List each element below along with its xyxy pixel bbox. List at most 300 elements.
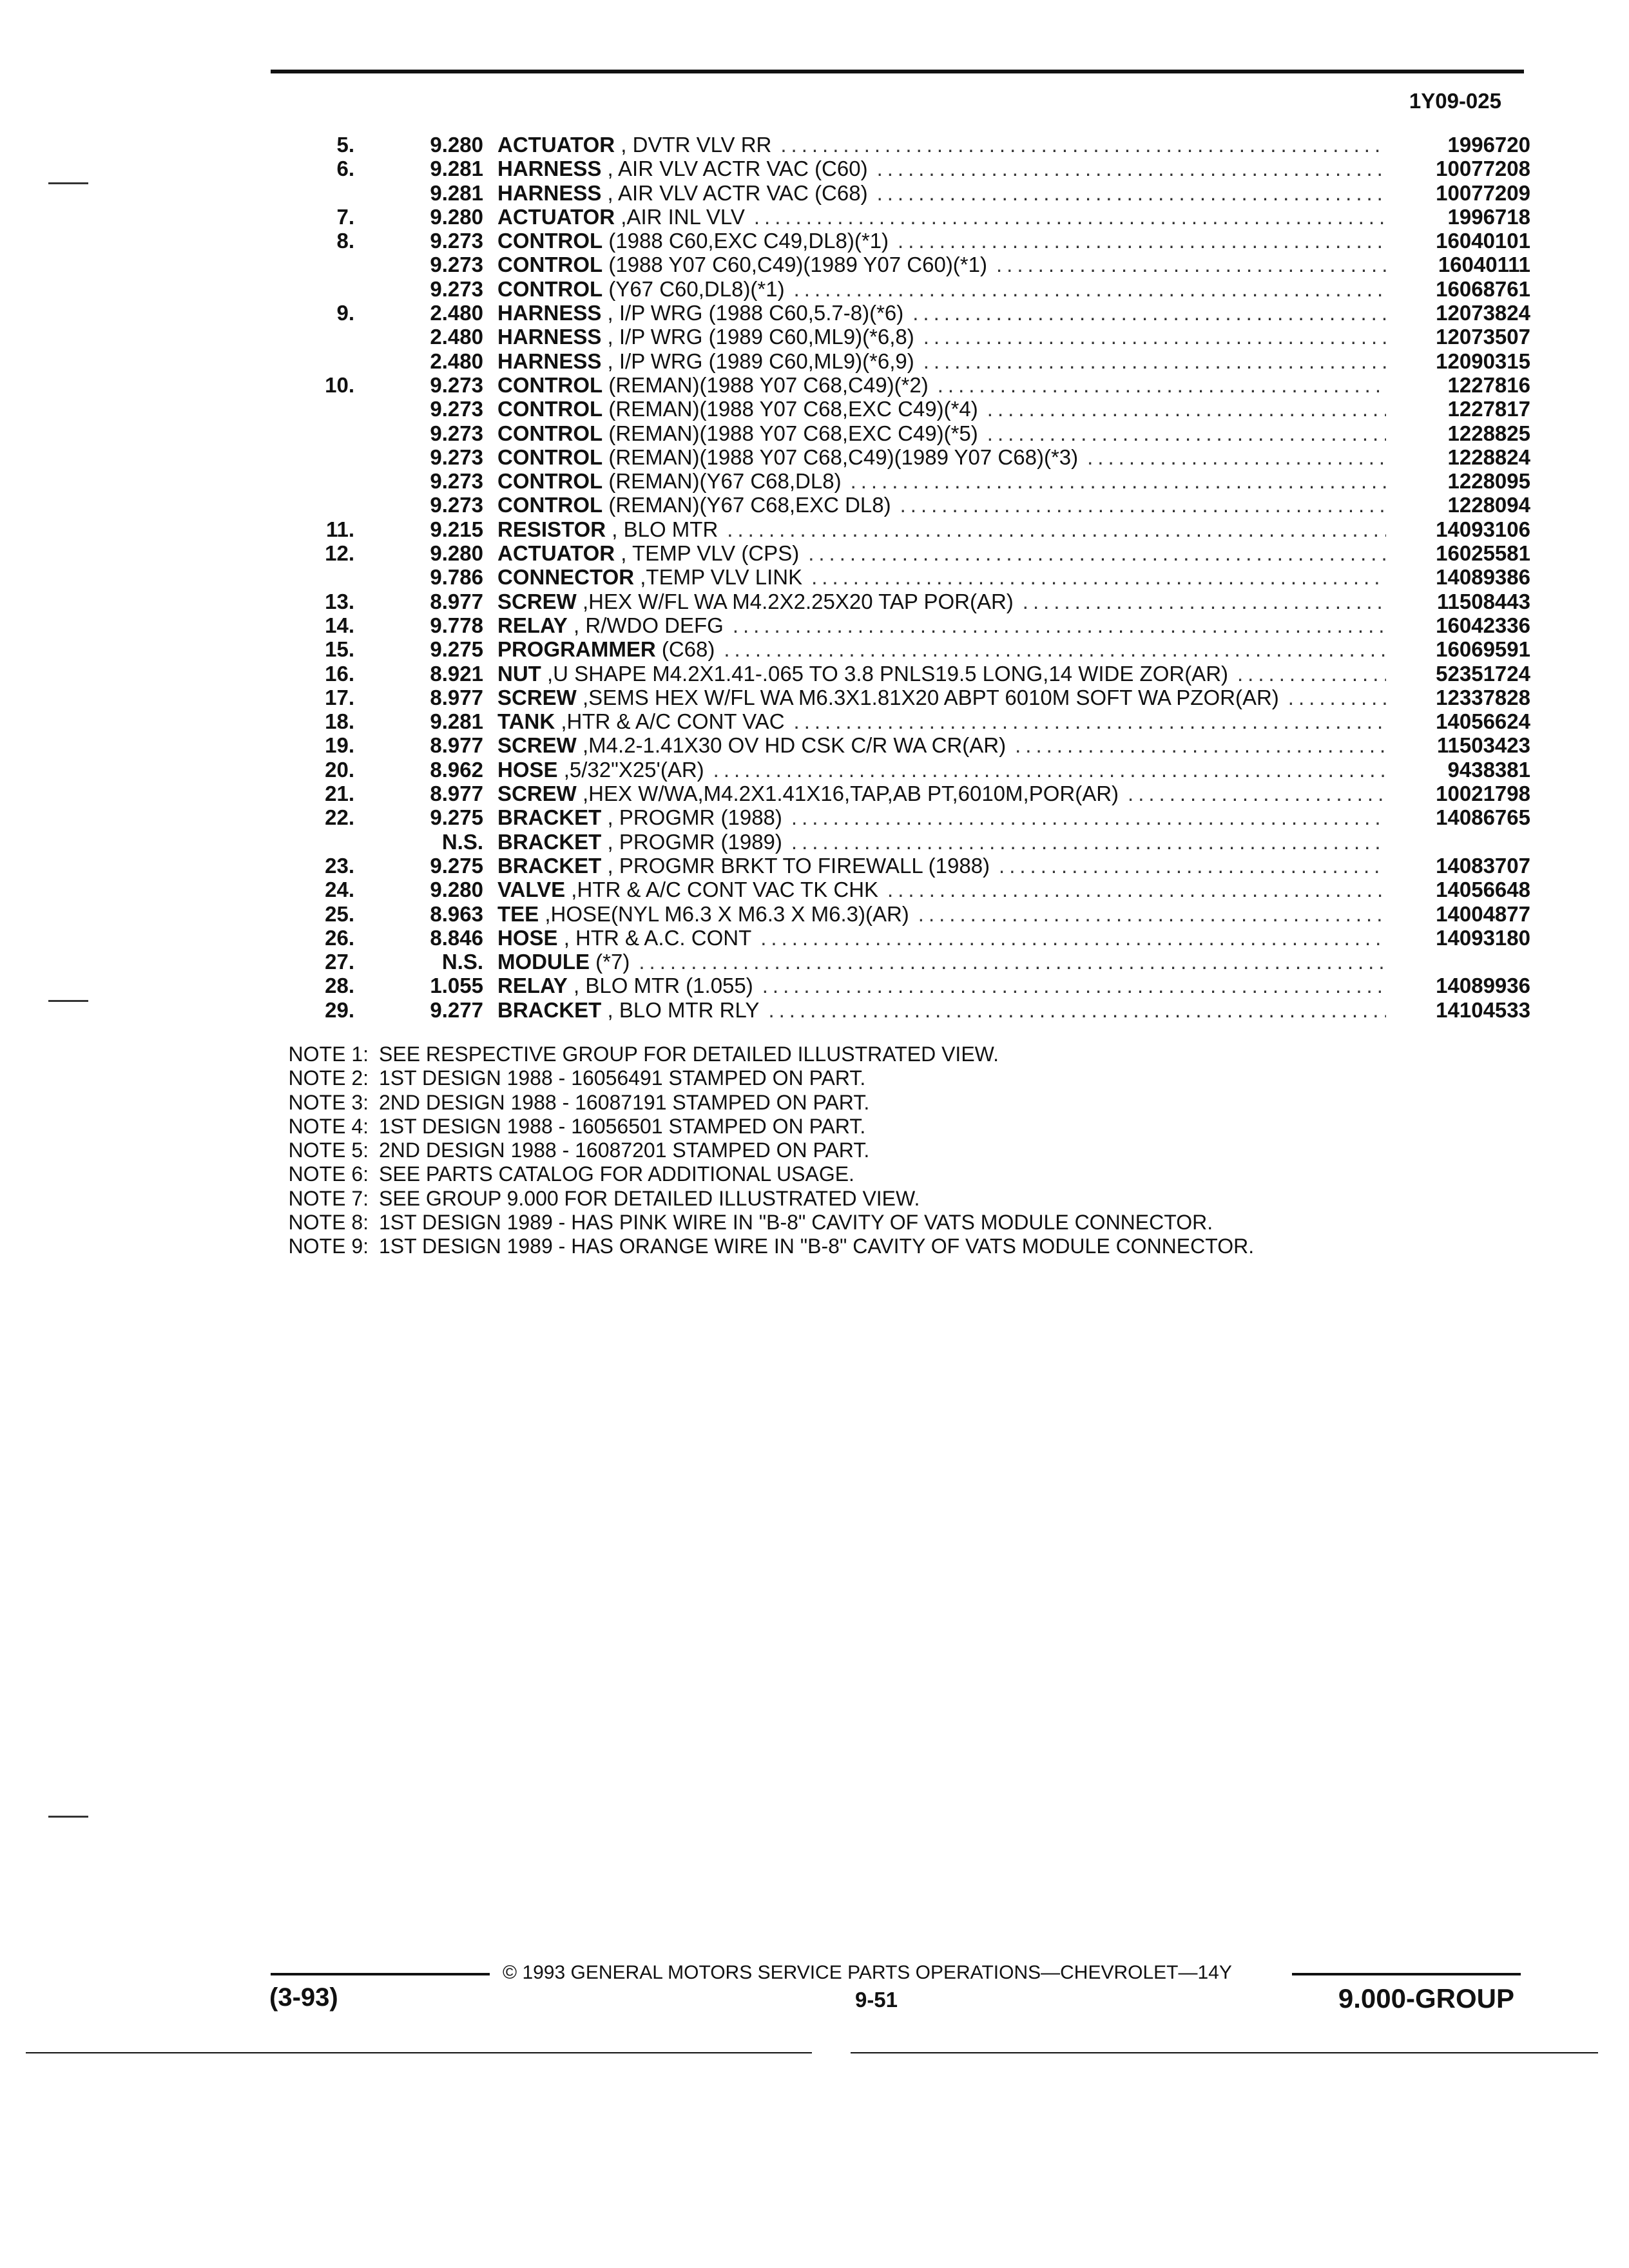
ref-number: 25. — [325, 901, 354, 926]
part-description — [483, 205, 1395, 229]
group-number: 8.962 — [430, 757, 483, 782]
part-number: 16042336 — [1436, 613, 1530, 637]
group-number: 8.846 — [430, 925, 483, 950]
part-detail: (REMAN)(1988 Y07 C68,C49)(1989 Y07 C68)(*3) — [608, 445, 1079, 469]
note-row — [272, 1235, 1432, 1258]
note-label: NOTE 3: — [288, 1090, 369, 1114]
note-label: NOTE 2: — [288, 1066, 369, 1090]
part-description — [483, 613, 1395, 637]
page-number: 9-51 — [854, 1988, 898, 2012]
ref-number: 24. — [325, 878, 354, 902]
parts-list — [274, 133, 1530, 1022]
note-text: SEE RESPECTIVE GROUP FOR DETAILED ILLUSTRATED VIEW. — [379, 1043, 999, 1066]
part-number: 16025581 — [1436, 541, 1530, 566]
part-name: CONTROL — [497, 469, 603, 494]
footer-rule-right — [1292, 1973, 1521, 1975]
part-row — [274, 205, 1530, 229]
part-row — [274, 373, 1530, 397]
part-detail: (1988 Y07 C60,C49)(1989 Y07 C60)(*1) — [608, 253, 987, 277]
note-text: 2ND DESIGN 1988 - 16087201 STAMPED ON PART. — [379, 1139, 870, 1162]
note-text: 1ST DESIGN 1988 - 16056491 STAMPED ON PART. — [379, 1066, 866, 1090]
part-description — [483, 974, 1395, 997]
leader-dots — [791, 830, 1386, 854]
group-number: 9.281 — [430, 180, 483, 205]
part-row — [274, 325, 1530, 349]
note-label: NOTE 4: — [288, 1114, 369, 1138]
part-number: 9438381 — [1447, 757, 1530, 782]
leader-dots — [900, 493, 1386, 517]
group-number: 9.273 — [430, 445, 483, 469]
copyright-text: © 1993 GENERAL MOTORS SERVICE PARTS OPERATIONS—CHEVROLET—14Y — [503, 1962, 1232, 1983]
part-row — [274, 782, 1530, 805]
part-number: 14086765 — [1436, 805, 1530, 830]
group-number: 8.977 — [430, 782, 483, 806]
part-number: 14089386 — [1436, 565, 1530, 590]
part-number: 12073824 — [1436, 301, 1530, 325]
part-description — [483, 733, 1395, 757]
part-description — [483, 926, 1395, 950]
note-row — [272, 1043, 1432, 1066]
ref-number: 17. — [325, 685, 354, 709]
part-row — [274, 421, 1530, 445]
part-row — [274, 517, 1530, 541]
note-label: NOTE 8: — [288, 1211, 369, 1235]
leader-dots — [1023, 590, 1386, 613]
part-description — [483, 325, 1395, 349]
part-number: 1227816 — [1447, 372, 1530, 397]
note-row — [272, 1115, 1432, 1139]
ref-number — [274, 325, 354, 349]
part-number: 1228825 — [1447, 421, 1530, 445]
part-number: 1228094 — [1447, 493, 1530, 517]
part-detail: , I/P WRG (1988 C60,5.7-8)(*6) — [607, 301, 904, 325]
part-detail: ,HEX W/FL WA M4.2X2.25X20 TAP POR(AR) — [583, 589, 1014, 613]
part-name: HARNESS — [497, 180, 602, 205]
group-number: 9.273 — [430, 229, 483, 253]
part-detail: (C68) — [661, 637, 715, 662]
part-detail: , DVTR VLV RR — [621, 133, 772, 157]
part-number: 52351724 — [1436, 661, 1530, 686]
ref-number: 26. — [325, 925, 354, 950]
part-detail: , AIR VLV ACTR VAC (C60) — [607, 157, 868, 181]
part-description — [483, 637, 1395, 661]
leader-dots — [760, 926, 1386, 950]
note-label: NOTE 5: — [288, 1139, 369, 1162]
part-detail: (*7) — [595, 950, 630, 974]
part-description — [483, 469, 1395, 493]
part-name: HARNESS — [497, 325, 602, 349]
part-row — [274, 686, 1530, 709]
group-number: 2.480 — [430, 349, 483, 373]
part-row — [274, 805, 1530, 829]
part-description — [483, 301, 1395, 325]
group-number: 9.273 — [430, 253, 483, 277]
part-name: HARNESS — [497, 349, 602, 373]
part-description — [483, 782, 1395, 805]
part-description — [483, 902, 1395, 926]
part-detail: (REMAN)(1988 Y07 C68,C49)(*2) — [608, 372, 929, 397]
part-detail: (Y67 C60,DL8)(*1) — [608, 276, 785, 301]
part-detail: ,SEMS HEX W/FL WA M6.3X1.81X20 ABPT 6010M SOFT WA PZOR(AR) — [583, 685, 1279, 709]
part-name: SCREW — [497, 733, 577, 758]
group-number: 8.921 — [430, 661, 483, 686]
part-row — [274, 301, 1530, 325]
margin-mark — [48, 1000, 88, 1002]
part-description — [483, 493, 1395, 517]
part-number — [1395, 950, 1530, 974]
part-row — [274, 758, 1530, 782]
part-detail: , PROGMR (1988) — [607, 805, 782, 830]
part-number: 10077209 — [1436, 180, 1530, 205]
part-name: SCREW — [497, 782, 577, 806]
part-name: CONNECTOR — [497, 565, 635, 590]
part-detail: , I/P WRG (1989 C60,ML9)(*6,8) — [607, 325, 914, 349]
group-number: 8.977 — [430, 589, 483, 613]
part-number: 16068761 — [1436, 276, 1530, 301]
ref-number: 6. — [336, 157, 354, 181]
part-description — [483, 805, 1395, 829]
part-detail: (REMAN)(Y67 C68,DL8) — [608, 469, 842, 494]
note-row — [272, 1187, 1432, 1211]
leader-dots — [918, 902, 1386, 926]
group-number: 9.277 — [430, 997, 483, 1022]
part-row — [274, 709, 1530, 733]
ref-number — [274, 349, 354, 373]
leader-dots — [1288, 686, 1386, 709]
part-detail: , HTR & A.C. CONT — [563, 925, 752, 950]
part-detail: ,5/32"X25'(AR) — [563, 757, 704, 782]
header-rule — [271, 70, 1524, 73]
part-number: 12073507 — [1436, 325, 1530, 349]
part-row — [274, 541, 1530, 565]
leader-dots — [727, 517, 1386, 541]
leader-dots — [1015, 733, 1386, 757]
part-name: HARNESS — [497, 301, 602, 325]
leader-dots — [898, 229, 1386, 253]
ref-number — [274, 493, 354, 517]
footer-rule-left — [271, 1973, 490, 1975]
part-detail: , I/P WRG (1989 C60,ML9)(*6,9) — [607, 349, 914, 373]
leader-dots — [713, 758, 1386, 782]
part-name: SCREW — [497, 589, 577, 613]
group-number: 9.281 — [430, 709, 483, 734]
ref-number — [274, 181, 354, 205]
ref-number — [274, 421, 354, 445]
part-description — [483, 277, 1395, 301]
part-row — [274, 133, 1530, 157]
leader-dots — [1128, 782, 1386, 805]
ref-number: 22. — [325, 805, 354, 830]
ref-number: 12. — [325, 541, 354, 566]
leader-dots — [996, 253, 1386, 276]
note-text: 1ST DESIGN 1988 - 16056501 STAMPED ON PART. — [379, 1114, 866, 1138]
leader-dots — [811, 565, 1386, 589]
leader-dots — [791, 805, 1386, 829]
leader-dots — [912, 301, 1386, 325]
group-number: 9.786 — [430, 565, 483, 590]
ref-number: 8. — [336, 229, 354, 253]
note-label: NOTE 9: — [288, 1235, 369, 1258]
notes-list — [272, 1043, 1432, 1259]
leader-dots — [639, 950, 1386, 974]
part-name: CONTROL — [497, 276, 603, 301]
leader-dots — [794, 709, 1386, 733]
group-number: 9.273 — [430, 421, 483, 445]
ref-number: 19. — [325, 733, 354, 758]
part-row — [274, 733, 1530, 757]
note-row — [272, 1066, 1432, 1090]
part-row — [274, 397, 1530, 421]
ref-number — [274, 253, 354, 276]
part-name: ACTUATOR — [497, 133, 615, 157]
ref-number: 23. — [325, 853, 354, 878]
part-name: HOSE — [497, 757, 558, 782]
note-text: 2ND DESIGN 1988 - 16087191 STAMPED ON PART. — [379, 1090, 870, 1114]
group-number: 9.275 — [430, 853, 483, 878]
ref-number: 14. — [325, 613, 354, 637]
leader-dots — [754, 205, 1386, 229]
part-row — [274, 637, 1530, 661]
group-number: 9.273 — [430, 493, 483, 517]
part-description — [483, 133, 1395, 157]
group-number: N.S. — [441, 829, 483, 854]
part-number: 16040101 — [1436, 229, 1530, 253]
group-number: 2.480 — [430, 325, 483, 349]
ref-number: 7. — [336, 204, 354, 229]
group-number: 9.273 — [430, 276, 483, 301]
part-name: ACTUATOR — [497, 541, 615, 566]
leader-dots — [987, 421, 1386, 445]
part-name: CONTROL — [497, 372, 603, 397]
page-code: 1Y09-025 — [1409, 89, 1501, 113]
part-number: 11508443 — [1436, 589, 1530, 613]
part-description — [483, 686, 1395, 709]
part-name: HOSE — [497, 925, 558, 950]
group-number: 8.977 — [430, 685, 483, 709]
part-detail: , TEMP VLV (CPS) — [621, 541, 800, 566]
group-number: N.S. — [441, 950, 483, 974]
part-description — [483, 397, 1395, 421]
part-description — [483, 445, 1395, 469]
part-name: BRACKET — [497, 829, 602, 854]
ref-number: 11. — [325, 517, 354, 541]
part-number: 14056648 — [1436, 878, 1530, 902]
part-name: CONTROL — [497, 229, 603, 253]
leader-dots — [923, 325, 1386, 349]
part-name: TEE — [497, 901, 539, 926]
note-text: 1ST DESIGN 1989 - HAS ORANGE WIRE IN "B-8" CAVITY OF VATS MODULE CONNECTOR. — [379, 1235, 1255, 1258]
ref-number: 20. — [325, 757, 354, 782]
ref-number: 5. — [336, 133, 354, 157]
ref-number: 27. — [325, 950, 354, 974]
group-number: 9.273 — [430, 397, 483, 421]
part-number: 1227817 — [1447, 397, 1530, 421]
note-text: SEE GROUP 9.000 FOR DETAILED ILLUSTRATED VIEW. — [379, 1186, 920, 1210]
ref-number: 18. — [325, 709, 354, 734]
part-row — [274, 253, 1530, 276]
part-row — [274, 998, 1530, 1022]
part-detail: ,HTR & A/C CONT VAC — [561, 709, 785, 734]
part-number: 14104533 — [1436, 997, 1530, 1022]
bottom-rule-left — [26, 2052, 812, 2053]
ref-number — [274, 277, 354, 301]
part-description — [483, 373, 1395, 397]
leader-dots — [780, 133, 1386, 157]
part-detail: (REMAN)(1988 Y07 C68,EXC C49)(*5) — [608, 421, 978, 445]
part-name: VALVE — [497, 878, 566, 902]
note-row — [272, 1091, 1432, 1115]
part-description — [483, 229, 1395, 253]
ref-number — [274, 565, 354, 589]
part-name: NUT — [497, 661, 541, 686]
part-name: CONTROL — [497, 445, 603, 469]
part-name: CONTROL — [497, 493, 603, 517]
part-number: 12090315 — [1436, 349, 1530, 373]
part-description — [483, 662, 1395, 686]
ref-number: 10. — [325, 372, 354, 397]
part-number: 1228824 — [1447, 445, 1530, 469]
part-description — [483, 517, 1395, 541]
ref-number: 29. — [325, 997, 354, 1022]
note-row — [272, 1211, 1432, 1235]
ref-number — [274, 445, 354, 469]
part-description — [483, 565, 1395, 589]
revision-date: (3-93) — [269, 1983, 338, 2012]
part-name: HARNESS — [497, 157, 602, 181]
leader-dots — [794, 277, 1386, 301]
ref-number: 16. — [325, 661, 354, 686]
part-name: BRACKET — [497, 805, 602, 830]
note-label: NOTE 1: — [288, 1043, 369, 1066]
part-number: 14004877 — [1436, 901, 1530, 926]
bottom-rule-right — [851, 2052, 1598, 2053]
part-description — [483, 878, 1395, 901]
part-row — [274, 830, 1530, 854]
part-description — [483, 854, 1395, 878]
group-number: 9.275 — [430, 805, 483, 830]
part-detail: , R/WDO DEFG — [574, 613, 724, 637]
group-number: 8.977 — [430, 733, 483, 758]
group-number: 9.280 — [430, 541, 483, 566]
part-detail: , BLO MTR (1.055) — [574, 974, 753, 998]
part-row — [274, 854, 1530, 878]
part-number: 16040111 — [1438, 253, 1530, 277]
part-detail: , PROGMR BRKT TO FIREWALL (1988) — [607, 853, 990, 878]
part-detail: ,U SHAPE M4.2X1.41-.065 TO 3.8 PNLS19.5 LONG,14 WIDE ZOR(AR) — [547, 661, 1229, 686]
ref-number: 28. — [325, 974, 354, 998]
part-number: 10021798 — [1436, 782, 1530, 806]
ref-number — [274, 469, 354, 493]
part-detail: , BLO MTR RLY — [607, 997, 760, 1022]
note-row — [272, 1139, 1432, 1162]
part-name: SCREW — [497, 685, 577, 709]
group-number: 9.275 — [430, 637, 483, 662]
part-description — [483, 758, 1395, 782]
part-row — [274, 974, 1530, 997]
part-name: CONTROL — [497, 421, 603, 445]
margin-mark — [48, 182, 88, 184]
ref-number: 21. — [325, 782, 354, 806]
part-detail: , AIR VLV ACTR VAC (C68) — [607, 180, 868, 205]
leader-dots — [987, 397, 1386, 421]
note-text: SEE PARTS CATALOG FOR ADDITIONAL USAGE. — [379, 1162, 854, 1186]
part-row — [274, 662, 1530, 686]
part-name: PROGRAMMER — [497, 637, 656, 662]
part-name: ACTUATOR — [497, 204, 615, 229]
part-row — [274, 878, 1530, 901]
part-description — [483, 590, 1395, 613]
group-number: 9.273 — [430, 469, 483, 494]
part-description — [483, 709, 1395, 733]
group-number: 2.480 — [430, 301, 483, 325]
part-row — [274, 926, 1530, 950]
part-number: 14083707 — [1436, 853, 1530, 878]
part-number: 10077208 — [1436, 157, 1530, 181]
part-name: MODULE — [497, 950, 590, 974]
part-number — [1395, 830, 1530, 854]
group-number: 9.281 — [430, 157, 483, 181]
leader-dots — [999, 854, 1386, 878]
ref-number: 15. — [325, 637, 354, 662]
leader-dots — [762, 974, 1386, 997]
leader-dots — [877, 181, 1386, 205]
group-number: 9.273 — [430, 372, 483, 397]
note-label: NOTE 7: — [288, 1186, 369, 1210]
group-number: 8.963 — [430, 901, 483, 926]
part-number: 14056624 — [1436, 709, 1530, 734]
part-row — [274, 229, 1530, 253]
group-number: 9.280 — [430, 878, 483, 902]
part-number: 14089936 — [1436, 974, 1530, 998]
part-row — [274, 469, 1530, 493]
part-name: TANK — [497, 709, 555, 734]
part-description — [483, 421, 1395, 445]
part-row — [274, 493, 1530, 517]
part-row — [274, 950, 1530, 974]
group-number: 9.778 — [430, 613, 483, 637]
group-number: 9.280 — [430, 204, 483, 229]
part-name: CONTROL — [497, 397, 603, 421]
part-number: 12337828 — [1436, 685, 1530, 709]
part-name: RESISTOR — [497, 517, 606, 541]
part-number: 14093106 — [1436, 517, 1530, 541]
leader-dots — [808, 541, 1386, 565]
margin-mark — [48, 1816, 88, 1818]
part-row — [274, 613, 1530, 637]
ref-number — [274, 397, 354, 421]
part-number: 1996720 — [1447, 133, 1530, 157]
part-detail: (REMAN)(1988 Y07 C68,EXC C49)(*4) — [608, 397, 978, 421]
part-number: 1996718 — [1447, 204, 1530, 229]
group-number: 9.215 — [430, 517, 483, 541]
leader-dots — [733, 613, 1386, 637]
part-row — [274, 349, 1530, 373]
part-number: 1228095 — [1447, 469, 1530, 494]
ref-number: 13. — [325, 589, 354, 613]
part-number: 16069591 — [1436, 637, 1530, 662]
group-label: 9.000-GROUP — [1338, 1983, 1514, 2013]
part-detail: , PROGMR (1989) — [607, 829, 782, 854]
group-number: 9.280 — [430, 133, 483, 157]
part-description — [483, 349, 1395, 373]
part-row — [274, 590, 1530, 613]
part-number: 11503423 — [1436, 733, 1530, 758]
part-detail: (1988 C60,EXC C49,DL8)(*1) — [608, 229, 889, 253]
leader-dots — [1237, 662, 1386, 686]
part-detail: ,HEX W/WA,M4.2X1.41X16,TAP,AB PT,6010M,POR(AR) — [583, 782, 1119, 806]
part-detail: , BLO MTR — [612, 517, 718, 541]
part-row — [274, 157, 1530, 180]
